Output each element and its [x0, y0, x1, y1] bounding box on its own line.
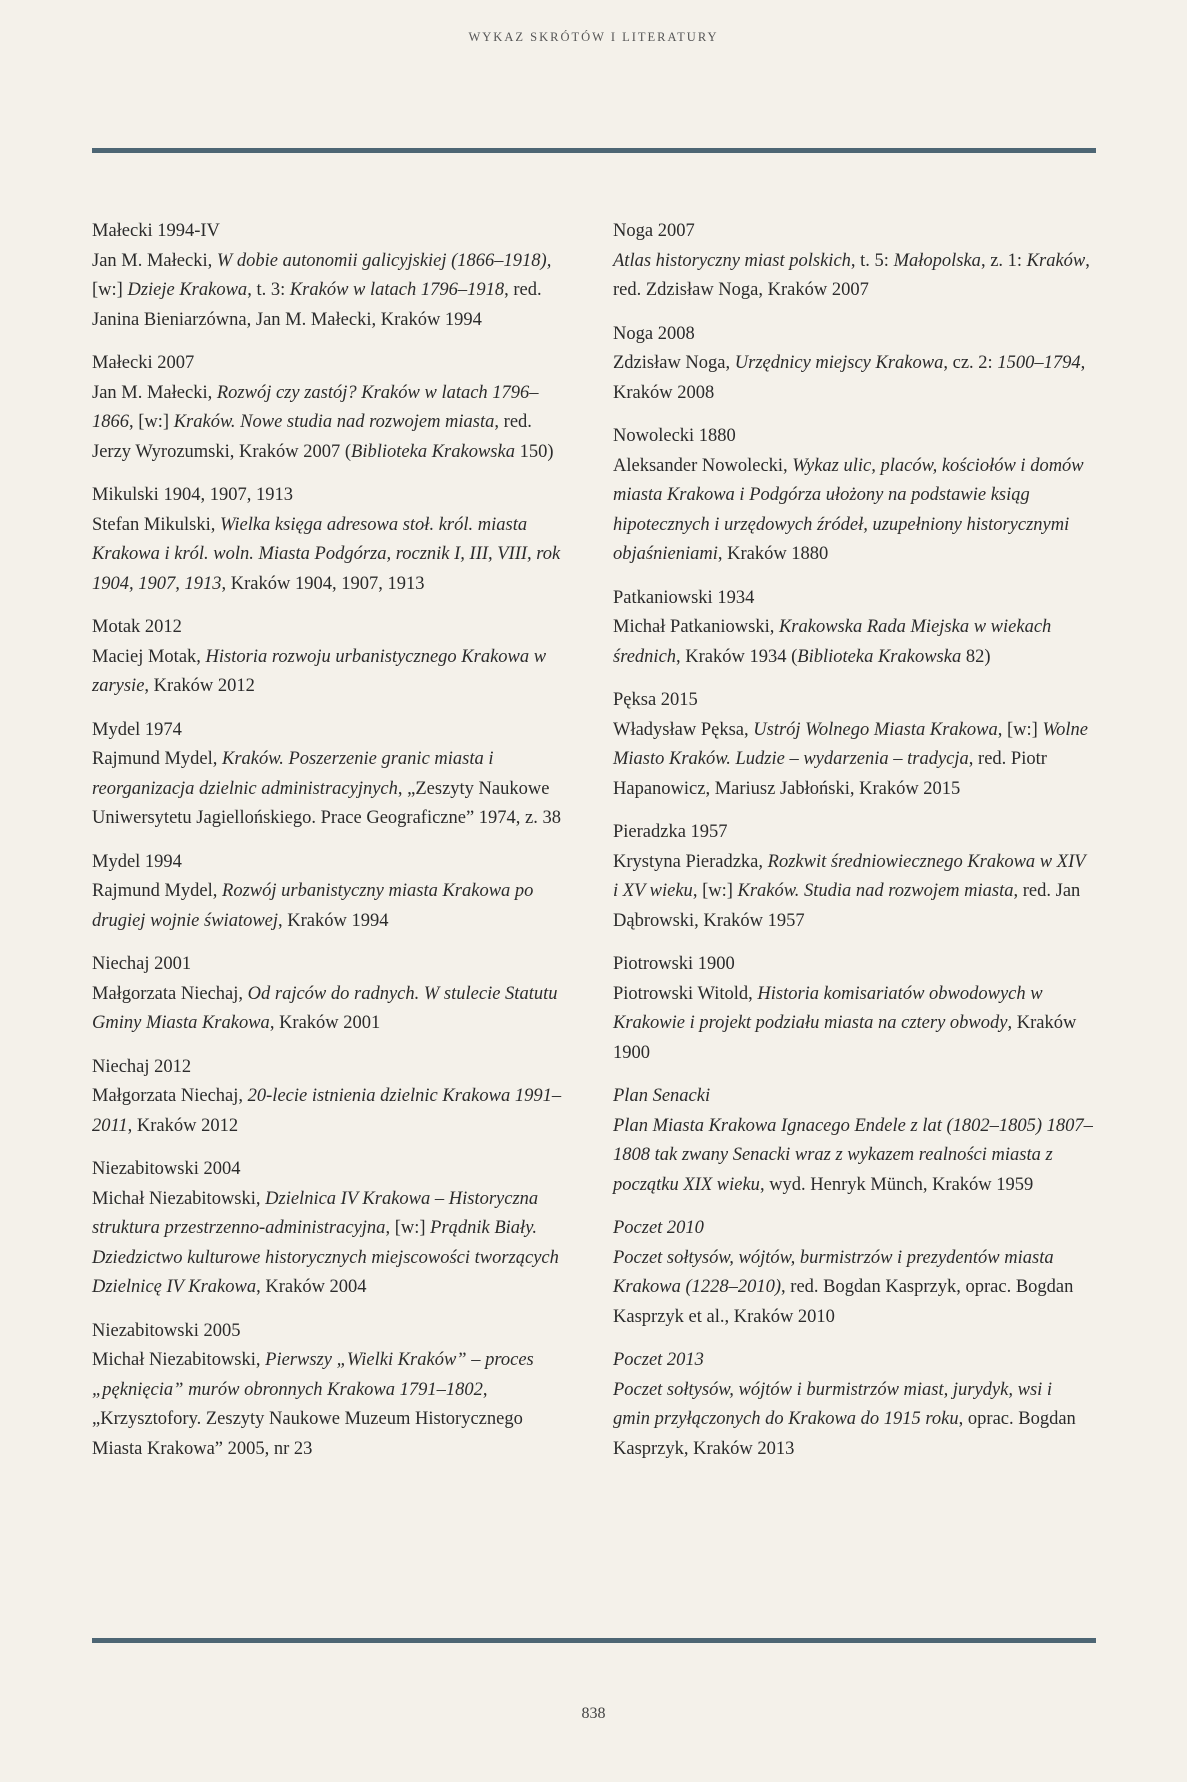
reference-text: , [w:] — [997, 719, 1043, 740]
entry-reference — [613, 1376, 1093, 1465]
reference-title: Rozwój czy zastój? Kraków w latach 1796–1866 — [92, 382, 539, 432]
entry-reference — [613, 1112, 1093, 1201]
reference-text: , Kraków 1880 — [717, 544, 829, 564]
reference-text: , „Zeszyty Naukowe Uniwersytetu Jagiellońskiego. Prace Geograficzne” 1974, z. 38 — [92, 778, 562, 828]
entry-key: Patkaniowski 1934 — [613, 587, 755, 608]
entry-key: Motak 2012 — [92, 617, 182, 637]
reference-title: Wykaz ulic, placów, kościołów i domów miasta Krakowa i Podgórza ułożony na podstawie ksiąg hipotecznych i urzędowych źródeł, uzupełniony historycznymi objaśnieniami — [613, 455, 1084, 564]
reference-title: Rozkwit średniowiecznego Krakowa w XIV i XV wieku — [613, 851, 1086, 901]
reference-text: , red. Jan Dąbrowski, Kraków 1957 — [613, 881, 1081, 931]
bibliography-entry — [92, 1317, 572, 1465]
reference-text: , red. Piotr Hapanowicz, Mariusz Jabłoński, Kraków 2015 — [613, 749, 1047, 799]
bibliography-entry — [613, 950, 1093, 1068]
reference-text: , Kraków 1934 ( — [676, 646, 798, 667]
entry-key: Niezabitowski 2004 — [92, 1159, 241, 1179]
reference-text: , t. 3: — [247, 280, 290, 300]
entry-reference — [613, 980, 1093, 1069]
bibliography-entry — [92, 1155, 572, 1303]
reference-title: Kraków w latach 1796–1918 — [289, 280, 505, 300]
reference-title: Kraków. Studia nad rozwojem miasta — [737, 881, 1014, 901]
bibliography-entry — [92, 1053, 572, 1142]
bibliography-entry — [613, 584, 1093, 673]
reference-title: Kraków. Poszerzenie granic miasta i reorganizacja dzielnic administracyjnych — [92, 749, 494, 799]
reference-title: Pierwszy „Wielki Kraków” – proces „pęknięcia” murów obronnych Krakowa 1791–1802 — [92, 1350, 534, 1400]
reference-text: , red. Janina Bieniarzówna, Jan M. Małecki, Kraków 1994 — [92, 280, 542, 330]
entry-key: Mydel 1994 — [92, 851, 182, 872]
reference-title: Biblioteka Krakowska — [797, 646, 962, 667]
bibliography-entry — [613, 217, 1093, 306]
reference-text: Michał Niezabitowski, — [92, 1188, 266, 1209]
entry-reference — [613, 716, 1093, 805]
entry-reference — [92, 511, 572, 600]
reference-text: , red. Zdzisław Noga, Kraków 2007 — [613, 250, 1090, 300]
bibliography-entry — [613, 422, 1093, 570]
entry-key: Noga 2007 — [613, 221, 695, 241]
reference-text: Krystyna Pieradzka, — [613, 851, 768, 872]
reference-text: , t. 5: — [850, 250, 894, 271]
reference-text: Stefan Mikulski, — [92, 514, 220, 535]
reference-text: Władysław Pęksa, — [613, 719, 754, 740]
reference-text: Aleksander Nowolecki, — [613, 455, 793, 476]
reference-text: , Kraków 1994 — [278, 910, 389, 931]
entry-key: Nowolecki 1880 — [613, 426, 736, 446]
bibliography-entry — [613, 818, 1093, 936]
reference-text: , [w:] — [692, 881, 738, 901]
entry-reference — [92, 379, 572, 468]
reference-title: Historia rozwoju urbanistycznego Krakowa w zarysie — [92, 646, 547, 696]
bibliography-entry — [613, 1214, 1093, 1332]
reference-text: , Kraków 2012 — [127, 1115, 239, 1136]
entry-reference — [92, 247, 572, 336]
reference-text: Małgorzata Niechaj, — [92, 1086, 248, 1106]
entry-reference — [92, 1082, 572, 1141]
entry-key: Niezabitowski 2005 — [92, 1320, 241, 1341]
reference-text: , Kraków 2008 — [613, 353, 1086, 403]
reference-text: Piotrowski Witold, — [613, 983, 758, 1004]
reference-text: , [w:] — [129, 412, 174, 432]
bibliography-entry — [92, 950, 572, 1039]
entry-key: Niechaj 2012 — [92, 1056, 192, 1077]
reference-title: Atlas historyczny miast polskich — [613, 250, 851, 271]
entry-reference — [92, 1185, 572, 1303]
reference-text: , red. Bogdan Kasprzyk, oprac. Bogdan Kasprzyk et al., Kraków 2010 — [613, 1277, 1074, 1327]
bibliography-entry — [613, 320, 1093, 409]
bibliography-entry — [613, 686, 1093, 804]
reference-text: 150) — [514, 441, 554, 462]
reference-text: , oprac. Bogdan Kasprzyk, Kraków 2013 — [613, 1409, 1076, 1459]
reference-text: , z. 1: — [980, 250, 1027, 271]
reference-text: Maciej Motak, — [92, 646, 206, 667]
reference-title: Rozwój urbanistyczny miasta Krakowa po drugiej wojnie światowej — [92, 881, 534, 931]
bibliography-entry — [92, 613, 572, 702]
entry-key: Poczet 2010 — [613, 1218, 704, 1238]
reference-title: Dzieje Krakowa — [127, 280, 248, 300]
reference-title: Plan Miasta Krakowa Ignacego Endele z lat (1802–1805) 1807–1808 tak zwany Senacki wraz z wykazem realności miasta z początku XIX wieku — [613, 1115, 1093, 1195]
page-number: 838 — [581, 1705, 606, 1722]
entry-key: Noga 2008 — [613, 323, 695, 344]
reference-text: Michał Patkaniowski, — [613, 617, 779, 637]
entry-reference — [613, 1244, 1093, 1333]
entry-key: Małecki 2007 — [92, 353, 195, 373]
entry-key: Piotrowski 1900 — [613, 954, 735, 974]
reference-text: , Kraków 1900 — [613, 1013, 1077, 1063]
entry-key: Mikulski 1904, 1907, 1913 — [92, 485, 293, 505]
entry-reference — [613, 247, 1093, 306]
bottom-rule — [92, 1638, 1096, 1643]
bibliography-entry — [92, 481, 572, 599]
entry-reference — [92, 745, 572, 834]
entry-reference — [92, 877, 572, 936]
reference-title: Kraków. Nowe studia nad rozwojem miasta — [173, 412, 495, 432]
reference-title: Prądnik Biały. Dziedzictwo kulturowe historycznych miejscowości tworzących Dzielnicę IV Krakowa — [92, 1218, 559, 1297]
reference-text: 82) — [961, 646, 991, 667]
entry-reference — [92, 980, 572, 1039]
reference-text: Jan M. Małecki, — [92, 250, 217, 271]
top-rule — [92, 148, 1096, 153]
reference-text: , cz. 2: — [943, 353, 998, 373]
entry-reference — [613, 452, 1093, 570]
reference-text: , red. Jerzy Wyrozumski, Kraków 2007 ( — [92, 412, 532, 462]
reference-text: , „Krzysztofory. Zeszyty Naukowe Muzeum Historycznego Miasta Krakowa” 2005, nr 23 — [92, 1379, 523, 1459]
reference-text: , Kraków 2001 — [269, 1013, 381, 1033]
entry-key: Pęksa 2015 — [613, 690, 698, 710]
reference-text: , Kraków 2004 — [256, 1277, 367, 1297]
reference-title: 20-lecie istnienia dzielnic Krakowa 1991–2011 — [92, 1086, 562, 1136]
entry-reference — [613, 848, 1093, 937]
reference-title: Małopolska — [893, 250, 981, 271]
reference-text: Małgorzata Niechaj, — [92, 983, 248, 1004]
entry-reference — [92, 643, 572, 702]
reference-text: , Kraków 2012 — [144, 676, 255, 696]
right-column — [613, 217, 1093, 1478]
running-head: WYKAZ SKRÓTÓW I LITERATURY — [468, 30, 719, 44]
reference-text: Zdzisław Noga, — [613, 353, 735, 373]
reference-title: Ustrój Wolnego Miasta Krakowa — [753, 719, 998, 740]
reference-title: Poczet sołtysów, wójtów, burmistrzów i prezydentów miasta Krakowa (1228–2010) — [613, 1247, 1054, 1297]
reference-title: 1500–1794 — [997, 353, 1081, 373]
bibliography-entry — [613, 1346, 1093, 1464]
reference-title: W dobie autonomii galicyjskiej (1866–1918), — [216, 250, 552, 271]
left-column — [92, 217, 572, 1478]
bibliography-entry — [92, 217, 572, 335]
reference-text: , Kraków 1904, 1907, 1913 — [221, 573, 425, 594]
reference-text: , wyd. Henryk Münch, Kraków 1959 — [759, 1174, 1034, 1195]
reference-title: Kraków — [1026, 250, 1086, 271]
reference-title: Wolne Miasto Kraków. Ludzie – wydarzenia – tradycja — [613, 719, 1089, 769]
bibliography-entry — [92, 848, 572, 937]
reference-text: [w:] — [92, 280, 128, 300]
entry-key: Mydel 1974 — [92, 719, 182, 740]
reference-text: Rajmund Mydel, — [92, 881, 223, 901]
bibliography-entry — [92, 349, 572, 467]
reference-text: Michał Niezabitowski, — [92, 1350, 266, 1370]
reference-text: Jan M. Małecki, — [92, 382, 217, 403]
reference-text: Rajmund Mydel, — [92, 749, 223, 769]
entry-key: Niechaj 2001 — [92, 954, 192, 974]
reference-title: Wielka księga adresowa stoł. król. miasta Krakowa i król. woln. Miasta Podgórza, rocznik I, III, VIII, rok 1904, 1907, 1913 — [92, 514, 561, 594]
entry-reference — [613, 613, 1093, 672]
entry-key: Pieradzka 1957 — [613, 822, 728, 842]
entry-key: Małecki 1994-IV — [92, 221, 220, 241]
reference-title: Urzędnicy miejscy Krakowa — [734, 353, 944, 373]
bibliography-entry — [92, 716, 572, 834]
reference-text: , [w:] — [385, 1218, 431, 1238]
entry-reference — [92, 1346, 572, 1464]
entry-reference — [613, 349, 1093, 408]
reference-title: Historia komisariatów obwodowych w Krakowie i projekt podziału miasta na cztery obwody — [613, 983, 1043, 1033]
entry-key: Plan Senacki — [613, 1086, 711, 1106]
reference-title: Poczet sołtysów, wójtów i burmistrzów miast, jurydyk, wsi i gmin przyłączonych do Krakowa do 1915 roku — [613, 1379, 1053, 1429]
reference-title: Biblioteka Krakowska — [351, 441, 515, 462]
bibliography-entry — [613, 1082, 1093, 1200]
reference-title: Od rajców do radnych. W stulecie Statutu Gminy Miasta Krakowa — [92, 983, 558, 1033]
reference-title: Dzielnica IV Krakowa – Historyczna struktura przestrzenno-administracyjna — [92, 1188, 539, 1238]
reference-title: Krakowska Rada Miejska w wiekach średnich — [613, 617, 1052, 667]
entry-key: Poczet 2013 — [613, 1350, 704, 1370]
